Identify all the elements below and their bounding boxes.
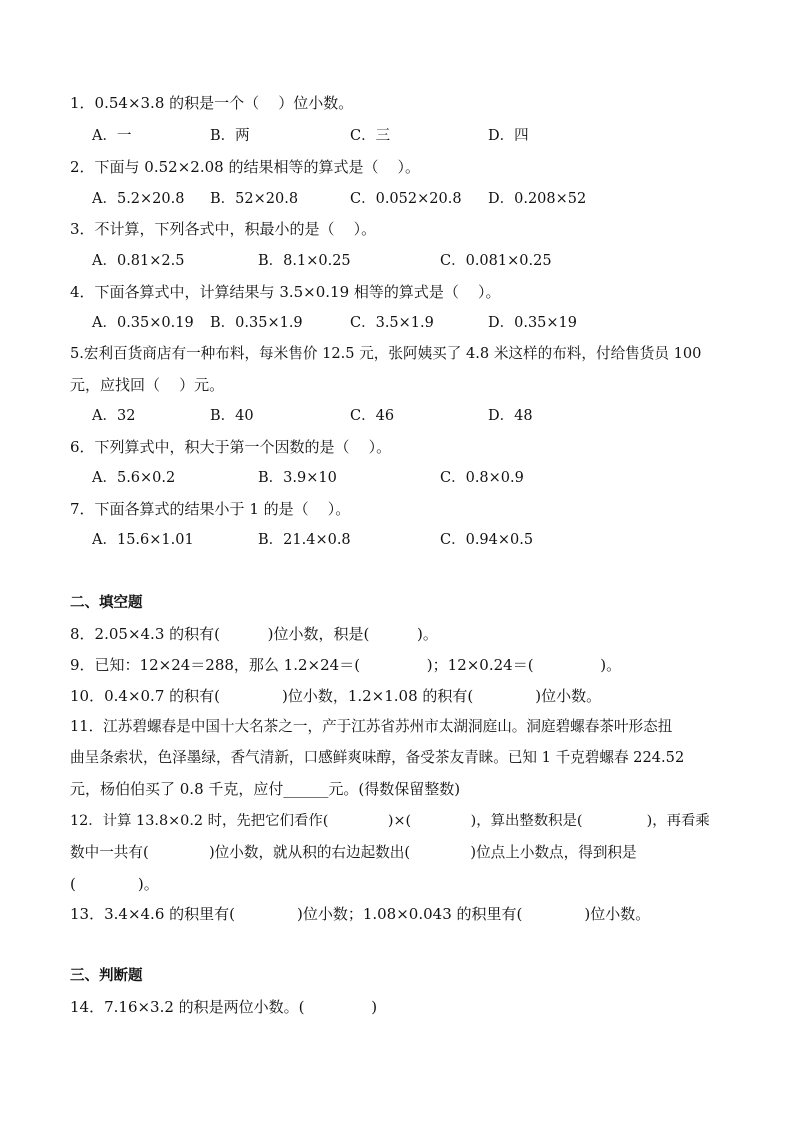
question-1: 1．0.54×3.8 的积是一个（ ）位小数。: [70, 94, 354, 112]
question-14: 14．7.16×3.2 的积是两位小数。( ): [70, 998, 378, 1016]
q5-option-d: D．48: [488, 408, 533, 424]
question-11-line-2: 曲呈条索状，色泽墨绿，香气清新，口感鲜爽味醇，备受茶友青睐。已知 1 千克碧螺春 224.52: [70, 749, 685, 766]
q1-option-b: B．两: [210, 128, 250, 144]
question-12-line-3: ( )。: [70, 875, 159, 893]
question-7: 7．下面各算式的结果小于 1 的是（ ）。: [70, 500, 351, 518]
question-9: 9．已知：12×24＝288，那么 1.2×24＝( )；12×0.24＝( )。: [70, 656, 622, 674]
q3-option-b: B．8.1×0.25: [258, 253, 351, 269]
q7-option-a: A．15.6×1.01: [92, 532, 194, 548]
section-2-title: 二、填空题: [70, 595, 143, 611]
question-5-line-1: 5.宏利百货商店有一种布料，每米售价 12.5 元，张阿姨买了 4.8 米这样的布料，付给售货员 100: [70, 345, 702, 362]
question-2: 2．下面与 0.52×2.08 的结果相等的算式是（ ）。: [70, 158, 421, 176]
question-5-line-2: 元，应找回（ ）元。: [70, 376, 225, 394]
q4-option-b: B．0.35×1.9: [210, 315, 303, 331]
question-12-line-2: 数中一共有( )位小数，就从积的右边起数出( )位点上小数点，得到积是: [70, 844, 637, 861]
q3-option-a: A．0.81×2.5: [92, 253, 185, 269]
section-3-title: 三、判断题: [70, 968, 143, 984]
question-11-line-3: 元，杨伯伯买了 0.8 千克，应付______元。(得数保留整数): [70, 780, 461, 798]
q2-option-c: C．0.052×20.8: [350, 191, 462, 207]
question-12-line-1: 12．计算 13.8×0.2 时，先把它们看作( )×( )，算出整数积是( )，再看乘: [70, 813, 710, 829]
question-4: 4．下面各算式中，计算结果与 3.5×0.19 相等的算式是（ ）。: [70, 283, 501, 301]
question-10: 10．0.4×0.7 的积有( )位小数，1.2×1.08 的积有( )位小数。: [70, 687, 602, 705]
q7-option-b: B．21.4×0.8: [258, 532, 351, 548]
question-11-line-1: 11．江苏碧螺春是中国十大名茶之一，产于江苏省苏州市太湖洞庭山。洞庭碧螺春茶叶形态扭: [70, 718, 673, 735]
q5-option-b: B．40: [210, 408, 254, 424]
q6-option-a: A．5.6×0.2: [92, 470, 176, 486]
question-8: 8．2.05×4.3 的积有( )位小数，积是( )。: [70, 625, 438, 643]
q1-option-d: D．四: [488, 128, 529, 144]
question-13: 13．3.4×4.6 的积里有( )位小数；1.08×0.043 的积里有( )位小数。: [70, 905, 651, 923]
q4-option-a: A．0.35×0.19: [92, 315, 194, 331]
q2-option-d: D．0.208×52: [488, 191, 587, 207]
q4-option-d: D．0.35×19: [488, 315, 578, 331]
q7-option-c: C．0.94×0.5: [440, 532, 534, 548]
q4-option-c: C．3.5×1.9: [350, 315, 434, 331]
q2-option-a: A．5.2×20.8: [92, 191, 185, 207]
q1-option-c: C．三: [350, 128, 391, 144]
q1-option-a: A．一: [92, 128, 132, 144]
question-3: 3．不计算，下列各式中，积最小的是（ ）。: [70, 220, 377, 238]
q6-option-c: C．0.8×0.9: [440, 470, 524, 486]
q3-option-c: C．0.081×0.25: [440, 253, 552, 269]
q5-option-a: A．32: [92, 408, 136, 424]
q5-option-c: C．46: [350, 408, 395, 424]
q2-option-b: B．52×20.8: [210, 191, 299, 207]
question-6: 6．下列算式中，积大于第一个因数的是（ ）。: [70, 438, 392, 456]
q6-option-b: B．3.9×10: [258, 470, 337, 486]
